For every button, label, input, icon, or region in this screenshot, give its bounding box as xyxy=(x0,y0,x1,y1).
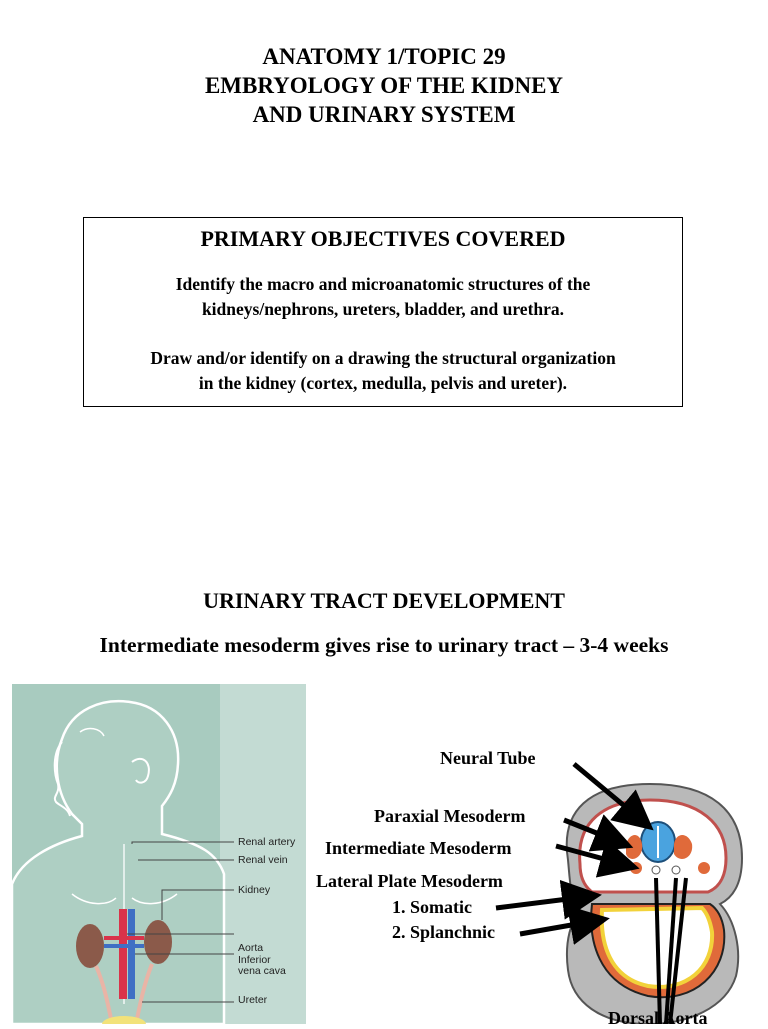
objective-1 xyxy=(84,272,682,322)
label-splanchnic: 2. Splanchnic xyxy=(392,922,496,942)
label-somatic: 1. Somatic xyxy=(392,897,472,917)
label-renal-vein: Renal vein xyxy=(238,854,288,866)
label-kidney: Kidney xyxy=(238,884,271,896)
objective-1-line-1: Identify the macro and microanatomic structures of the xyxy=(175,274,591,294)
dorsal-aorta-left xyxy=(652,866,660,874)
embryo-cross-section xyxy=(480,740,768,1024)
label-neural-tube: Neural Tube xyxy=(440,748,536,768)
label-renal-artery: Renal artery xyxy=(238,836,296,848)
body-urinary-figure xyxy=(12,684,306,1024)
right-kidney xyxy=(144,920,172,964)
objectives-box xyxy=(83,217,683,407)
label-intermediate-mesoderm: Intermediate Mesoderm xyxy=(325,838,512,858)
objectives-heading: PRIMARY OBJECTIVES COVERED xyxy=(200,226,566,251)
objective-2-line-1: Draw and/or identify on a drawing the structural organization xyxy=(150,348,616,368)
label-lateral-plate-mesoderm: Lateral Plate Mesoderm xyxy=(316,871,503,891)
title-line-2: EMBRYOLOGY OF THE KIDNEY xyxy=(204,73,564,98)
left-kidney xyxy=(76,924,104,968)
intermediate-mesoderm-right xyxy=(698,862,710,874)
label-dorsal-aorta: Dorsal Aorta xyxy=(608,1008,708,1028)
objective-2-line-2: in the kidney (cortex, medulla, pelvis and ureter). xyxy=(198,373,568,393)
vena-cava xyxy=(128,909,135,999)
title-line-3: AND URINARY SYSTEM xyxy=(252,102,516,127)
document-title xyxy=(0,42,768,129)
label-ivc-line-2: vena cava xyxy=(238,965,286,977)
label-paraxial-mesoderm: Paraxial Mesoderm xyxy=(374,806,526,826)
section-subtitle: Intermediate mesoderm gives rise to urinary tract – 3-4 weeks xyxy=(99,633,669,657)
objective-1-line-2: kidneys/nephrons, ureters, bladder, and urethra. xyxy=(201,299,565,319)
label-ivc-line-1: Inferior xyxy=(238,954,271,966)
section-title: URINARY TRACT DEVELOPMENT xyxy=(203,588,565,613)
intermediate-mesoderm-left xyxy=(630,862,642,874)
objective-2 xyxy=(84,346,682,396)
dorsal-aorta-right xyxy=(672,866,680,874)
body-outline xyxy=(12,701,224,1024)
aorta xyxy=(119,909,127,999)
label-aorta: Aorta xyxy=(238,942,264,954)
label-ureter: Ureter xyxy=(238,994,268,1006)
title-line-1: ANATOMY 1/TOPIC 29 xyxy=(262,44,506,69)
